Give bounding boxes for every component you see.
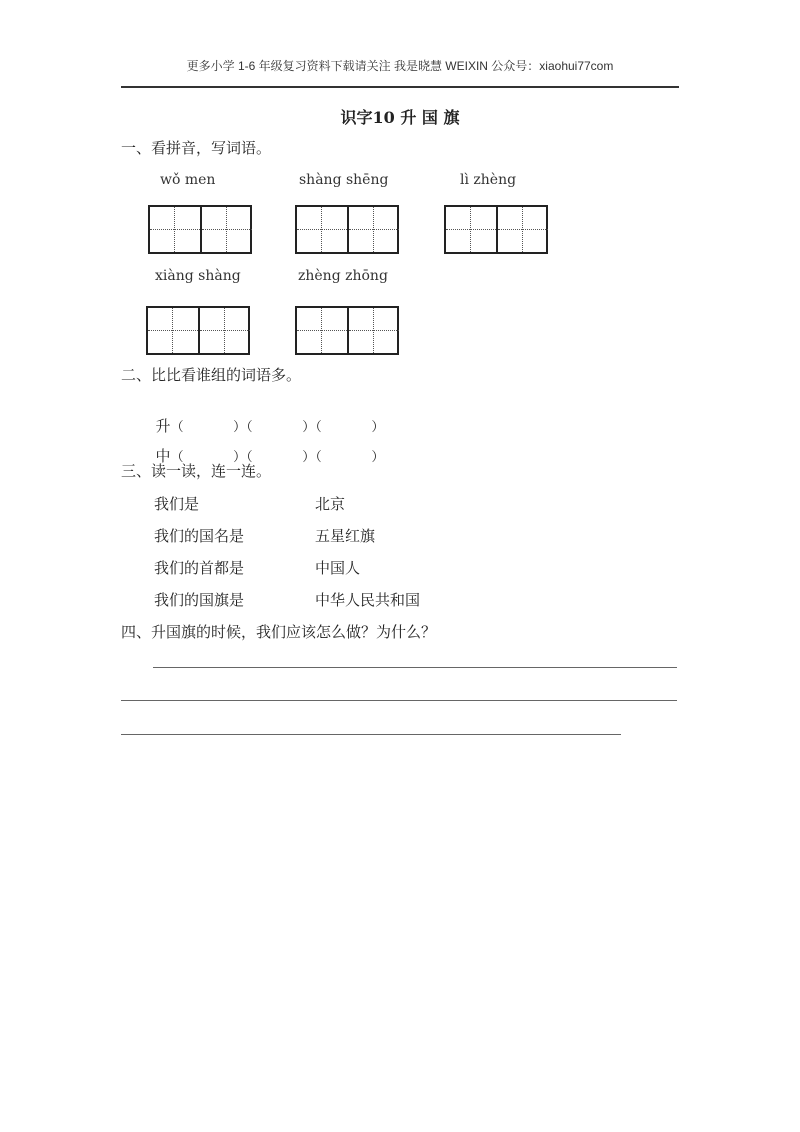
pinyin-label: xiàng shàng (155, 268, 241, 284)
match-right-item[interactable]: 中华人民共和国 (315, 591, 421, 609)
writing-grid[interactable] (146, 306, 250, 355)
tian-cell[interactable] (200, 207, 250, 252)
section-2-heading: 二、比比看谁组的词语多。 (121, 366, 302, 384)
writing-grid[interactable] (295, 205, 399, 254)
section-4-heading: 四、升国旗的时候，我们应该怎么做？为什么？ (121, 623, 437, 641)
match-right-item[interactable]: 北京 (315, 495, 346, 513)
tian-cell[interactable] (198, 308, 248, 353)
tian-cell[interactable] (297, 207, 347, 252)
writing-grid[interactable] (444, 205, 548, 254)
word-group-blanks[interactable]: （ ）（ ）（ ） (170, 420, 385, 435)
pinyin-label: lì zhèng (460, 172, 517, 188)
answer-line[interactable] (121, 700, 677, 701)
match-left-item[interactable]: 我们的国名是 (154, 527, 245, 545)
tian-cell[interactable] (347, 207, 397, 252)
writing-grid[interactable] (148, 205, 252, 254)
pinyin-label: zhèng zhōng (298, 268, 388, 284)
page-header: 更多小学 1-6 年级复习资料下载请关注 我是晓慧 WEIXIN 公众号：xiaohui77com (186, 59, 614, 73)
tian-cell[interactable] (347, 308, 397, 353)
word-group-char: 中 (155, 447, 171, 465)
match-left-item[interactable]: 我们的国旗是 (154, 591, 245, 609)
match-right-item[interactable]: 五星红旗 (315, 527, 376, 545)
section-3-heading: 三、读一读，连一连。 (121, 462, 272, 480)
tian-cell[interactable] (150, 207, 200, 252)
match-left-item[interactable]: 我们的首都是 (154, 559, 245, 577)
tian-cell[interactable] (297, 308, 347, 353)
word-group-char: 升 (155, 417, 171, 435)
pinyin-label: wǒ men (160, 172, 216, 188)
tian-cell[interactable] (446, 207, 496, 252)
writing-grid[interactable] (295, 306, 399, 355)
pinyin-label: shàng shēng (299, 172, 389, 188)
match-right-item[interactable]: 中国人 (315, 559, 361, 577)
page-title: 识字10 升 国 旗 (340, 108, 460, 127)
header-divider (121, 86, 679, 88)
match-left-item[interactable]: 我们是 (154, 495, 200, 513)
tian-cell[interactable] (148, 308, 198, 353)
answer-line[interactable] (121, 734, 621, 735)
word-group-blanks[interactable]: （ ）（ ）（ ） (170, 450, 385, 465)
section-1-heading: 一、看拼音，写词语。 (121, 139, 272, 157)
tian-cell[interactable] (496, 207, 546, 252)
answer-line[interactable] (153, 667, 677, 668)
